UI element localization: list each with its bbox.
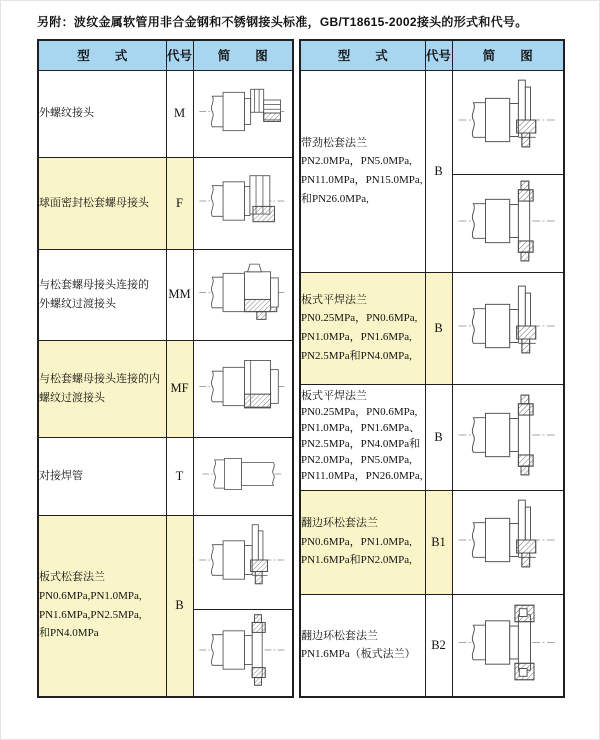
type-cell xyxy=(38,515,166,697)
code-cell: MM xyxy=(166,249,193,340)
table-row xyxy=(300,272,564,384)
diagram-cell xyxy=(193,437,293,515)
table-row xyxy=(300,490,564,594)
table-row xyxy=(300,70,564,174)
type-text-line: 和PN4.0MPa xyxy=(39,627,99,640)
type-text-line: PN0.6MPa，PN1.0MPa, xyxy=(301,535,412,548)
diagram-cell xyxy=(193,249,293,340)
swivel-nut-diagram xyxy=(197,160,289,242)
type-text-line: 外螺纹过渡接头 xyxy=(39,297,116,310)
type-text-line: 螺纹过渡接头 xyxy=(39,391,105,404)
type-cell xyxy=(38,157,166,249)
type-text-line: 板式平焊法兰 xyxy=(301,390,367,403)
flange-sym-diagram xyxy=(456,177,560,265)
type-text-line: PN1.6MPa和PN2.0MPa, xyxy=(301,554,412,567)
diagram-cell xyxy=(452,174,564,272)
diagram-cell xyxy=(193,609,293,697)
fitting-table-left xyxy=(37,39,294,698)
union-male-diagram xyxy=(197,252,289,333)
type-text-line: 与松套螺母接头连接的 xyxy=(39,278,149,291)
diagram-cell xyxy=(452,490,564,594)
type-cell xyxy=(38,70,166,157)
type-cell xyxy=(38,249,166,340)
type-header: 型 式 xyxy=(300,40,425,70)
table-row xyxy=(300,594,564,697)
flange-sym-diagram xyxy=(456,387,560,483)
table-row xyxy=(38,437,293,515)
table-row xyxy=(300,384,564,490)
male-thread-diagram xyxy=(197,73,289,150)
flange-up-diagram xyxy=(197,518,289,602)
flange-sym-diagram xyxy=(197,611,289,689)
code-cell: MF xyxy=(166,340,193,437)
table-row xyxy=(38,249,293,340)
type-text-line: PN0.6MPa,PN1.0MPa, xyxy=(39,590,142,603)
table-row xyxy=(38,157,293,249)
type-text-line: PN2.5MPa，PN4.0MPa和 xyxy=(301,438,421,450)
type-text-line: 翻边环松套法兰 xyxy=(301,516,378,529)
type-text-line: PN1.0MPa，PN1.6MPa, xyxy=(301,331,412,343)
type-text-line: PN11.0MPa，PN15.0MPa, xyxy=(301,174,423,186)
diagram-header: 简 图 xyxy=(193,40,293,70)
type-text-line: PN1.6MPa,PN2.5MPa, xyxy=(39,608,142,621)
type-text-line: 翻边环松套法兰 xyxy=(301,629,378,642)
type-cell xyxy=(300,70,425,272)
diagram-cell xyxy=(452,70,564,174)
flange-up-diagram xyxy=(456,493,560,587)
type-cell xyxy=(38,340,166,437)
diagram-cell xyxy=(193,515,293,609)
code-cell: B xyxy=(425,272,452,384)
diagram-cell xyxy=(193,157,293,249)
table-row xyxy=(38,70,293,157)
butt-weld-diagram xyxy=(197,440,289,508)
flange-rings-diagram xyxy=(456,596,560,689)
type-cell xyxy=(38,437,166,515)
type-cell xyxy=(300,384,425,490)
type-text-line: 带劲松套法兰 xyxy=(301,136,367,149)
flange-up-diagram xyxy=(456,73,560,167)
type-text-line: PN1.0MPa，PN1.6MPa、 xyxy=(301,422,421,435)
code-header: 代号 xyxy=(425,40,452,70)
type-text-line: PN0.25MPa，PN0.6MPa, xyxy=(301,312,418,325)
type-text-line: 与松套螺母接头连接的内 xyxy=(39,372,160,385)
type-cell xyxy=(300,272,425,384)
code-cell: B xyxy=(166,515,193,697)
type-text-line: PN11.0MPa，PN26.0MPa, xyxy=(301,469,423,482)
type-header: 型 式 xyxy=(38,40,166,70)
type-text-line: PN0.25MPa，PN0.6MPa, xyxy=(301,406,418,419)
type-text-line: 板式松套法兰 xyxy=(39,571,105,584)
type-text-line: 对接焊管 xyxy=(39,469,83,482)
code-cell: B xyxy=(425,70,452,272)
type-text-line: 球面密封松套螺母接头 xyxy=(39,196,149,209)
type-text-line: PN1.6MPa（板式法兰） xyxy=(301,648,416,661)
diagram-header: 简 图 xyxy=(452,40,564,70)
code-cell: B xyxy=(425,384,452,490)
code-cell: F xyxy=(166,157,193,249)
union-female-diagram xyxy=(197,343,289,430)
diagram-cell xyxy=(452,272,564,384)
type-cell xyxy=(300,594,425,697)
diagram-cell xyxy=(193,340,293,437)
type-text-line: PN2.5MPa和PN4.0MPa, xyxy=(301,349,412,362)
diagram-cell xyxy=(193,70,293,157)
type-text-line: 板式平焊法兰 xyxy=(301,293,367,306)
diagram-cell xyxy=(452,384,564,490)
fitting-table-right xyxy=(299,39,565,698)
type-text-line: PN2.0MPa，PN5.0MPa, xyxy=(301,155,412,168)
code-cell: M xyxy=(166,70,193,157)
code-header: 代号 xyxy=(166,40,193,70)
code-cell: B1 xyxy=(425,490,452,594)
code-cell: T xyxy=(166,437,193,515)
code-cell: B2 xyxy=(425,594,452,697)
flange-up-diagram xyxy=(456,275,560,377)
standard-note: 另附：波纹金属软管用非合金钢和不锈钢接头标准，GB/T18615-2002接头的形式和代号。 xyxy=(37,15,528,29)
type-cell xyxy=(300,490,425,594)
type-text-line: 和PN26.0MPa, xyxy=(301,192,369,205)
table-row xyxy=(38,340,293,437)
table-row xyxy=(38,515,293,609)
diagram-cell xyxy=(452,594,564,697)
type-text-line: 外螺纹接头 xyxy=(39,107,94,120)
type-text-line: PN2.0MPa，PN5.0MPa, xyxy=(301,453,412,466)
